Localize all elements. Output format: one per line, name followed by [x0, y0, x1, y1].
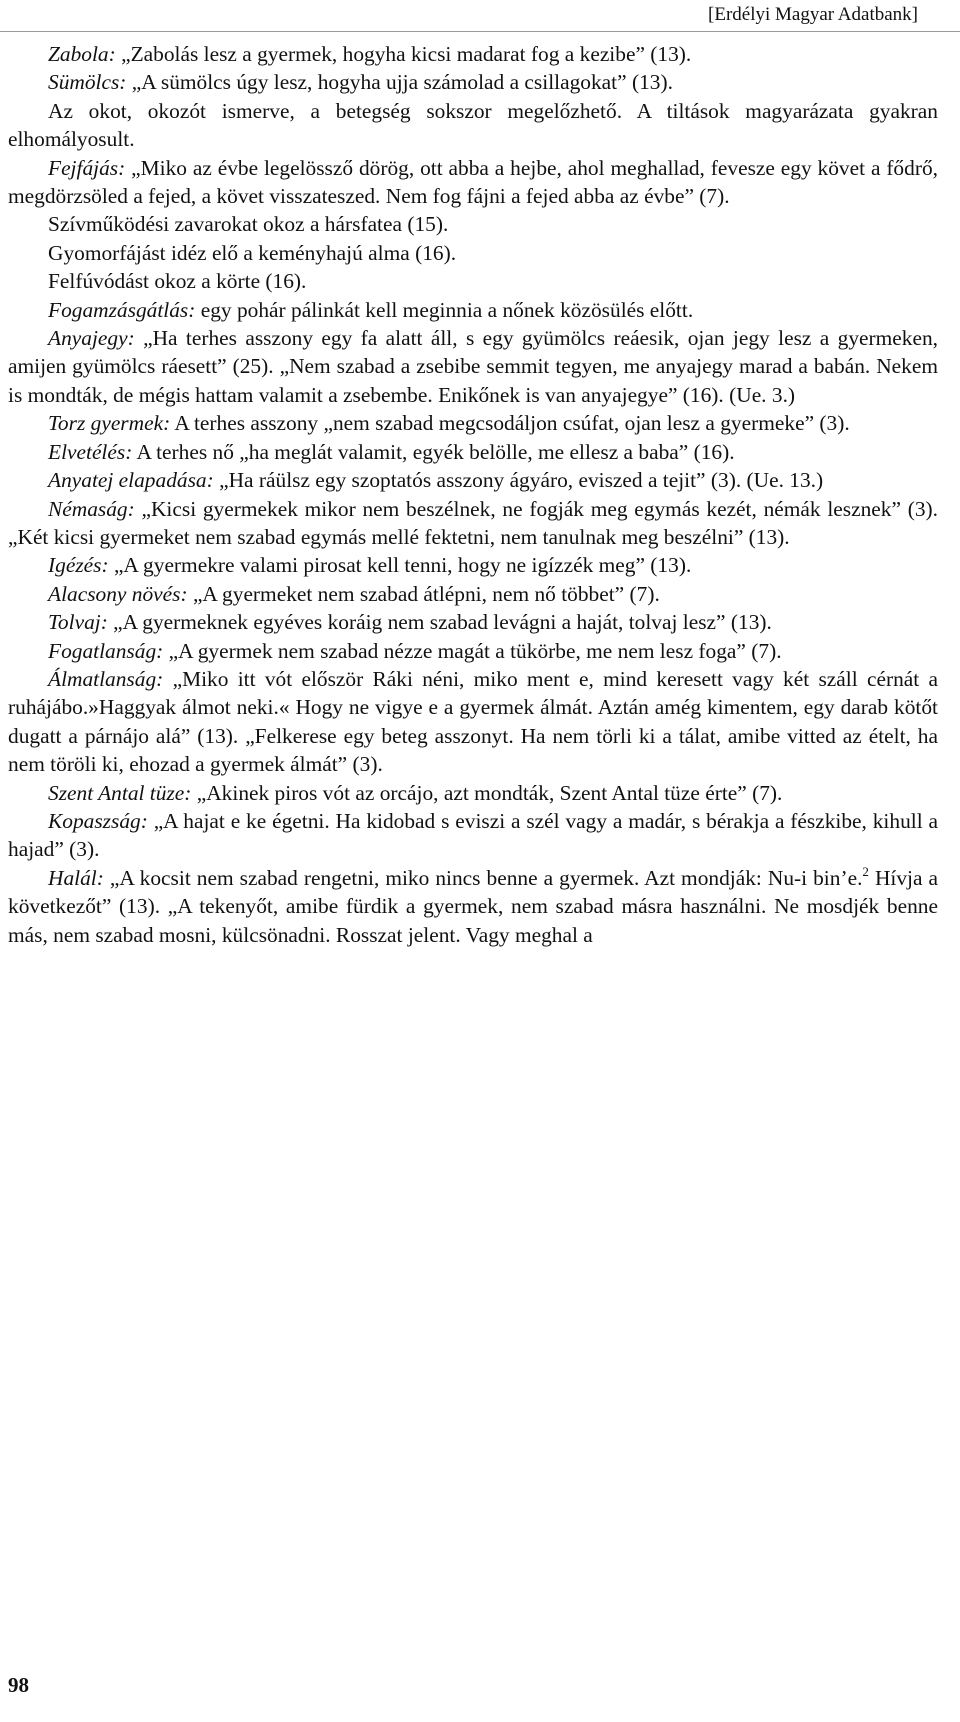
document-body [8, 40, 938, 949]
entry-term: Zabola: [48, 42, 116, 66]
paragraph-igezes [8, 551, 938, 579]
entry-text-continued: Hívja a következőt” (13). „A tekenyőt, amibe fürdik a gyermek, nem szabad másra használni. Ne mosdjék benne más, nem szabad mosni, külcsönadni. Rosszat jelent. Vagy meghal a [8, 865, 938, 947]
paragraph-elveteles [8, 438, 938, 466]
entry-text: A terhes nő „ha meglát valamit, egyék belölle, me ellesz a baba” (16). [132, 439, 735, 464]
entry-text: Szívműködési zavarokat okoz a hársfatea (15). [48, 212, 449, 237]
entry-term: Kopaszság: [48, 808, 148, 833]
entry-text: „Ha terhes asszony egy fa alatt áll, s egy gyümölcs reáesik, ojan jegy lesz a gyermeken, amijen gyümölcs ráesett” (25). „Nem szabad a zsebibe semmit tegyen, me anyajegy marad a babán. Nekem is mondták, de mégis hattam valamit a zsebembe. Enikőnek is van anyajegye” (16). (Ue. 3.) [8, 326, 938, 407]
paragraph-sumolcs [8, 68, 938, 96]
entry-term: Anyajegy: [48, 326, 135, 351]
entry-text: „A gyermekre valami pirosat kell tenni, hogy ne igízzék meg” (13). [108, 553, 692, 578]
paragraph-anyatej [8, 466, 938, 494]
entry-term: Fogamzásgátlás: [48, 297, 196, 322]
paragraph-felfuvodas [8, 267, 938, 295]
entry-text: „A gyermek nem szabad nézze magát a tükörbe, me nem lesz foga” (7). [163, 638, 782, 663]
paragraph-anyajegy [8, 324, 938, 409]
entry-term: Tolvaj: [48, 610, 108, 635]
entry-text: Gyomorfájást idéz elő a keményhajú alma (16). [48, 240, 457, 265]
source-header: [Erdélyi Magyar Adatbank] [708, 4, 918, 25]
entry-text: Az okot, okozót ismerve, a betegség sokszor megelőzhető. A tiltások magyarázata gyakran elhomályosult. [8, 98, 938, 152]
entry-term: Álmatlanság: [48, 666, 164, 691]
footnote-marker[interactable]: 2 [862, 863, 869, 879]
paragraph-kopaszsag [8, 807, 938, 864]
paragraph-fejfajas [8, 154, 938, 211]
paragraph-intro [8, 97, 938, 154]
entry-text: „Ha ráülsz egy szoptatós asszony ágyáro, eviszed a tejit” (3). (Ue. 13.) [213, 468, 824, 493]
entry-term: Elvetélés: [48, 439, 133, 464]
entry-text: „A sümölcs úgy lesz, hogyha ujja számolad a csillagokat” (13). [126, 70, 673, 95]
paragraph-tolvaj [8, 608, 938, 636]
entry-term: Alacsony növés: [48, 581, 188, 606]
entry-text: „Zabolás lesz a gyermek, hogyha kicsi madarat fog a kezibe” (13). [115, 42, 692, 66]
entry-text: „A kocsit nem szabad rengetni, miko nincs benne a gyermek. Azt mondják: Nu-i bin’e. [103, 865, 863, 890]
paragraph-zabola [8, 40, 938, 68]
entry-text: egy pohár pálinkát kell meginnia a nőnek közösülés előtt. [195, 297, 694, 322]
entry-term: Igézés: [48, 553, 109, 578]
entry-term: Torz gyermek: [48, 411, 171, 436]
paragraph-torz-gyermek [8, 409, 938, 437]
entry-text: A terhes asszony „nem szabad megcsodáljon csúfat, ojan lesz a gyermeke” (3). [170, 411, 850, 436]
entry-text: „A gyermeket nem szabad átlépni, nem nő többet” (7). [187, 581, 660, 606]
entry-text: „A hajat e ke égetni. Ha kidobad s eviszi a szél vagy a madár, s bérakja a fészkibe, kihull a hajad” (3). [8, 808, 938, 862]
paragraph-fogatlansag [8, 637, 938, 665]
paragraph-szivmukodes [8, 210, 938, 238]
paragraph-nemasag [8, 495, 938, 552]
entry-text: „Miko itt vót először Ráki néni, miko ment e, mind keresett vagy két száll cérnát a ruhájábo.»Haggyak álmot neki.« Hogy ne vigye e a gyermek álmát. Aztán amég kimentem, egy darab kötőt dugatt a párnájo alá” (13). „Felkerese egy beteg asszonyt. Ha nem törli ki a tálat, amibe vitted az ételt, ha nem töröli ki, ehozad a gyermek álmát” (3). [8, 666, 938, 777]
header-divider [0, 31, 960, 32]
entry-text: „Kicsi gyermekek mikor nem beszélnek, ne fogják meg egymás kezét, némák lesznek” (3). „Két kicsi gyermeket nem szabad egymás mellé fektetni, nem tanulnak meg beszélni” (13). [8, 496, 938, 549]
entry-term: Szent Antal tüze: [48, 780, 192, 805]
entry-term: Fejfájás: [48, 155, 126, 180]
entry-text: „Akinek piros vót az orcájo, azt mondták, Szent Antal tüze érte” (7). [191, 780, 783, 805]
paragraph-gyomorfajas [8, 239, 938, 267]
entry-text: „Miko az évbe legelössző dörög, ott abba a hejbe, ahol meghallad, fevesze egy követ a fődrő, megdörzsöled a fejed, a követ visszateszed. Nem fog fájni a fejed abba az évbe” (7). [8, 155, 938, 209]
entry-text: „A gyermeknek egyéves koráig nem szabad levágni a haját, tolvaj lesz” (13). [107, 610, 772, 635]
paragraph-almatlansag [8, 665, 938, 779]
entry-term: Sümölcs: [48, 70, 127, 95]
paragraph-alacsony-noves [8, 580, 938, 608]
entry-term: Halál: [48, 865, 104, 890]
entry-term: Anyatej elapadása: [48, 468, 214, 493]
entry-term: Fogatlanság: [48, 638, 164, 663]
paragraph-szent-antal-tuze [8, 779, 938, 807]
page-number: 98 [8, 1673, 29, 1697]
paragraph-fogamzasgatlas [8, 296, 938, 324]
paragraph-halal [8, 864, 938, 949]
entry-term: Némaság: [48, 496, 135, 521]
entry-text: Felfúvódást okoz a körte (16). [48, 269, 307, 294]
